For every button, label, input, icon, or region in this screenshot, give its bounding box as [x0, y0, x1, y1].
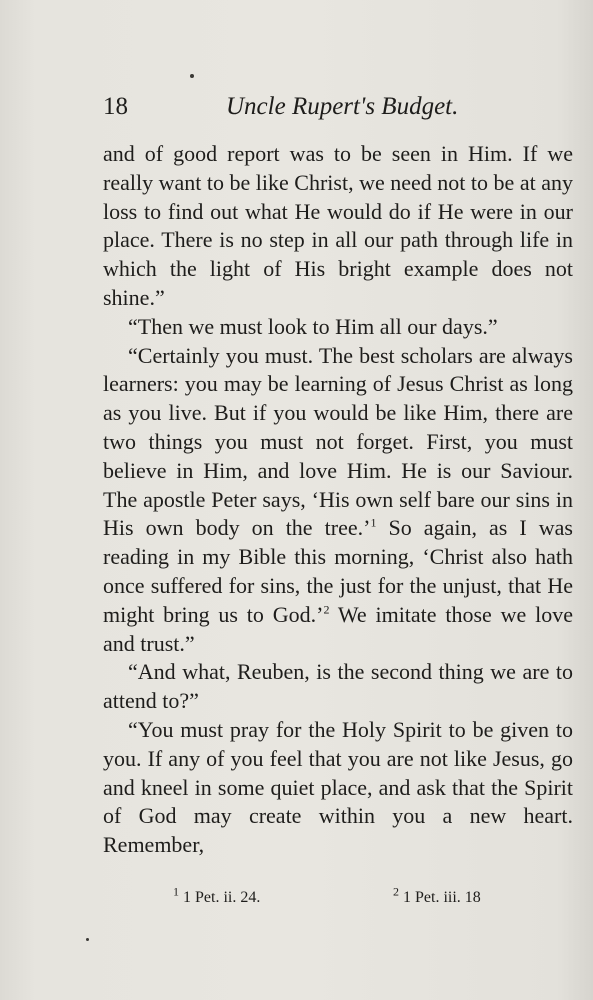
- footnote-marker: 2: [393, 884, 399, 899]
- page-number: 18: [103, 93, 128, 120]
- paragraph: [103, 140, 573, 313]
- paragraph: [103, 313, 573, 342]
- paragraph: [103, 342, 573, 659]
- paragraph-text: “Then we must look to Him all our days.”: [128, 313, 498, 339]
- footnote-marker: 1: [173, 884, 179, 899]
- paragraph-text: “You must pray for the Holy Spirit to be given to you. If any of you feel that you are not like Jesus, go and kneel in some quiet place, and ask that the Spirit of God may create within you a new heart. Remember,: [103, 716, 573, 858]
- footnote-reference: 2: [323, 602, 330, 617]
- ink-speck-top: [190, 74, 194, 78]
- footnote-1: [173, 884, 261, 907]
- paragraph: [103, 716, 573, 860]
- body-text: [103, 140, 573, 860]
- footnote-2: [393, 884, 481, 907]
- footnote-text: 1 Pet. ii. 24.: [183, 889, 261, 906]
- paragraph: [103, 658, 573, 716]
- footnotes: [103, 884, 573, 913]
- footnote-text: 1 Pet. iii. 18: [403, 889, 481, 906]
- paragraph-text: “And what, Reuben, is the second thing we are to attend to?”: [103, 659, 573, 714]
- paragraph-text: “Certainly you must. The best scholars are always learners: you may be learning of Jesus Christ as long as you live. But if you would be like Him, there are two things you must not forget. First, you must believe in Him, and love Him. He is our Saviour. The apostle Peter says, ‘His own self bare our sins in His own body on the tree.’: [103, 342, 573, 541]
- footnote-reference: 1: [370, 516, 377, 531]
- running-title: Uncle Rupert's Budget.: [226, 93, 459, 120]
- running-header: [103, 93, 573, 125]
- ink-speck-left: [86, 938, 89, 941]
- paragraph-text: and of good report was to be seen in Him. If we really want to be like Christ, we need not to be at any loss to find out what He would do if He were in our place. There is no step in all our path through life in which the light of His bright example does not shine.”: [103, 141, 573, 310]
- paragraph-text: So again, as I was reading in my Bible this morning, ‘Christ also hath once suffered for sins, the just for the unjust, that He might bring us to God.’: [103, 515, 573, 627]
- paragraph-text: We imitate those we love and trust.”: [103, 601, 573, 656]
